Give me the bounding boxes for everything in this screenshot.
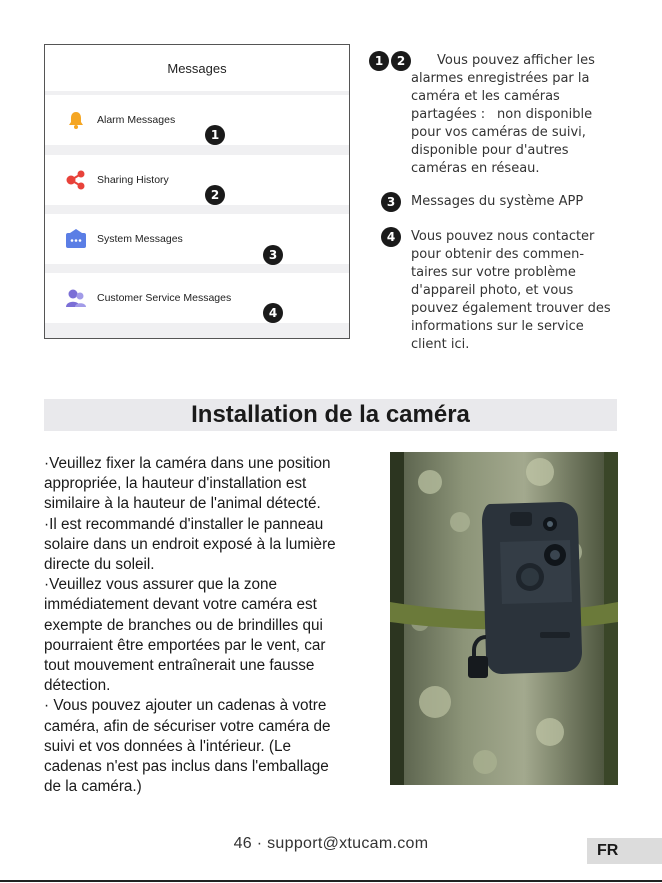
messages-header	[45, 45, 349, 91]
note-12-line1: Vous pouvez afficher les	[437, 53, 595, 68]
system-messages-label: System Messages	[97, 233, 183, 245]
note-12-line3: caméra et les caméras	[411, 89, 560, 104]
body-line: cadenas n'est pas inclus dans l'emballage	[44, 758, 329, 776]
note-12-bold4: caméras en réseau.	[411, 161, 540, 176]
body-line: suivi et vos données à l'intérieur. (Le	[44, 737, 291, 755]
share-icon	[65, 169, 87, 191]
marker-4: 4	[263, 303, 283, 323]
note-3-text: Messages du système APP	[411, 194, 584, 209]
note-4-line2: pour obtenir des commen-	[411, 247, 585, 262]
sharing-history-label: Sharing History	[97, 174, 169, 186]
body-line: immédiatement devant votre caméra est	[44, 596, 317, 614]
note-4-line3: taires sur votre problème	[411, 265, 576, 280]
marker-2: 2	[205, 185, 225, 205]
page-footer: 46 · support@xtucam.com	[233, 835, 429, 852]
note-12-bold1: non disponible	[497, 107, 593, 122]
marker-1: 1	[205, 125, 225, 145]
note-12-bold2: pour vos caméras de suivi,	[411, 125, 586, 140]
note-marker-2: 2	[391, 51, 411, 71]
trail-camera-photo	[390, 452, 618, 785]
note-4-line5: pouvez également trouver des	[411, 301, 611, 316]
note-4-line6: informations sur le service	[411, 319, 584, 334]
note-4-line1: Vous pouvez nous contacter	[411, 229, 595, 244]
body-line: solaire dans un endroit exposé à la lumière	[44, 535, 336, 553]
body-line: de la caméra.)	[44, 778, 142, 796]
body-line: caméra, afin de sécuriser votre caméra de	[44, 717, 331, 735]
language-badge: FR	[587, 838, 662, 864]
note-12-line4: partagées :	[411, 107, 486, 122]
menu-item-alarm-messages[interactable]	[45, 95, 349, 145]
system-chat-icon	[65, 228, 87, 250]
menu-item-system-messages[interactable]	[45, 214, 349, 264]
note-12-bold3: disponible pour d'autres	[411, 143, 569, 158]
body-line: exempte de branches ou de brindilles qui	[44, 616, 323, 634]
note-marker-3: 3	[381, 192, 401, 212]
note-marker-4: 4	[381, 227, 401, 247]
support-person-icon	[65, 287, 87, 309]
body-line: ·Veuillez vous assurer que la zone	[44, 576, 277, 594]
body-line: tout mouvement entraînerait une fausse	[44, 657, 315, 675]
body-line: directe du soleil.	[44, 556, 155, 574]
body-line: ·Veuillez fixer la caméra dans une position	[44, 455, 331, 472]
body-line: appropriée, la hauteur d'installation est	[44, 475, 307, 493]
menu-item-customer-service-messages[interactable]	[45, 273, 349, 323]
note-12-line2: alarmes enregistrées par la	[411, 71, 590, 86]
note-4-line4: d'appareil photo, et vous	[411, 283, 574, 298]
installation-instructions	[44, 454, 380, 797]
note-4-line7: client ici.	[411, 337, 470, 352]
messages-title: Messages	[167, 60, 227, 76]
messages-panel	[44, 44, 350, 339]
menu-item-sharing-history[interactable]	[45, 155, 349, 205]
body-line: pourraient être emportées par le vent, car	[44, 636, 326, 654]
section-title: Installation de la caméra	[44, 399, 617, 431]
customer-service-label: Customer Service Messages	[97, 292, 232, 304]
note-marker-1: 1	[369, 51, 389, 71]
alarm-messages-label: Alarm Messages	[97, 114, 176, 126]
body-line: ·Il est recommandé d'installer le panneau	[44, 515, 324, 533]
bell-icon	[65, 109, 87, 131]
body-line: · Vous pouvez ajouter un cadenas à votre	[44, 697, 327, 715]
body-line: détection.	[44, 677, 111, 695]
marker-3: 3	[263, 245, 283, 265]
body-line: similaire à la hauteur de l'animal détecté.	[44, 495, 321, 513]
bottom-divider	[0, 880, 662, 882]
